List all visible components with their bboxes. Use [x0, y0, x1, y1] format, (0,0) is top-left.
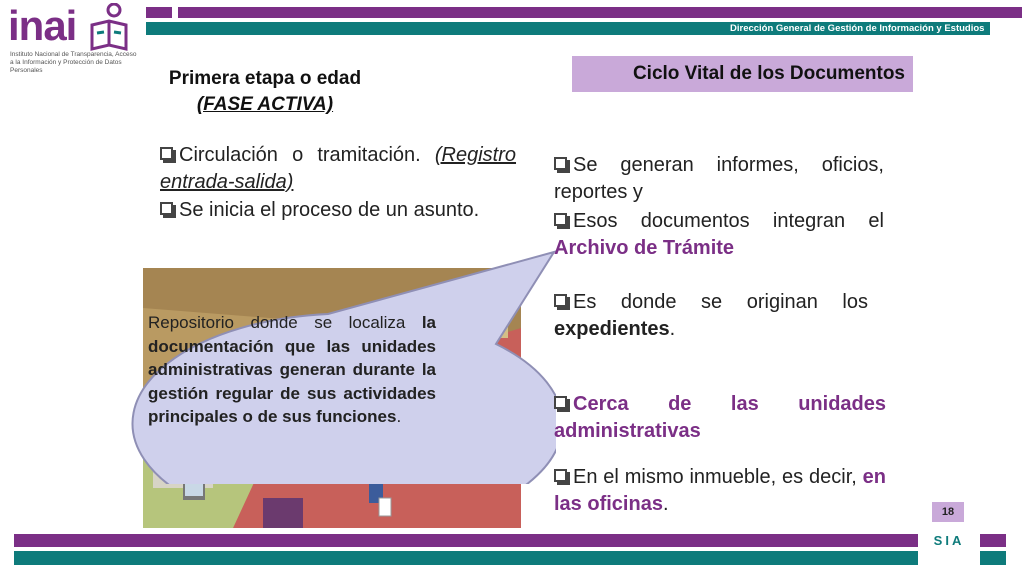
footer-bar-purple-accent — [980, 534, 1006, 547]
stage-title: Primera etapa o edad — [168, 68, 362, 89]
right-bullet-5: En el mismo inmueble, es decir, en las oficinas. — [554, 466, 887, 515]
slide-title: Ciclo Vital de los Documentos — [572, 56, 913, 92]
right-bullet-1: Se generan informes, oficios, reportes y — [554, 154, 884, 203]
header-bar-purple — [178, 7, 1022, 18]
reading-person-icon — [88, 3, 130, 51]
checkbox-bullet-icon — [160, 147, 173, 160]
page-number: 18 — [932, 502, 964, 522]
left-bullet-1: Circulación o tramitación. (Registro entrada-salida) — [160, 144, 517, 193]
footer-bar-teal — [14, 551, 918, 565]
right-bullet-3: Es donde se originan los expedientes. — [554, 291, 868, 340]
stage-subtitle: (FASE ACTIVA) — [196, 94, 334, 115]
checkbox-bullet-icon — [554, 213, 567, 226]
checkbox-bullet-icon — [160, 202, 173, 215]
footer-brand: SIA — [933, 533, 965, 548]
checkbox-bullet-icon — [554, 294, 567, 307]
right-bullet-4: Cerca de las unidades administrativas — [554, 393, 886, 442]
logo-text: inai — [8, 2, 77, 49]
header-caption: Dirección General de Gestión de Información y Estudios — [730, 23, 985, 34]
checkbox-bullet-icon — [554, 469, 567, 482]
right-bullet-2: Esos documentos integran el Archivo de Trámite — [554, 210, 884, 259]
logo-subtitle: Instituto Nacional de Transparencia, Acceso a la Información y Protección de Datos Personales — [10, 51, 137, 74]
checkbox-bullet-icon — [554, 157, 567, 170]
footer-bar-purple — [14, 534, 918, 547]
header-bar-accent — [146, 7, 172, 18]
bullet-note: (Registro entrada-salida) — [160, 144, 517, 193]
left-bullet-2: Se inicia el proceso de un asunto. — [160, 197, 516, 224]
checkbox-bullet-icon — [554, 396, 567, 409]
footer-bar-teal-accent — [980, 551, 1006, 565]
callout-text: Repositorio donde se localiza la documentación que las unidades administrativas generan durante la gestión regular de sus actividades principales o de sus funciones. — [148, 313, 436, 426]
